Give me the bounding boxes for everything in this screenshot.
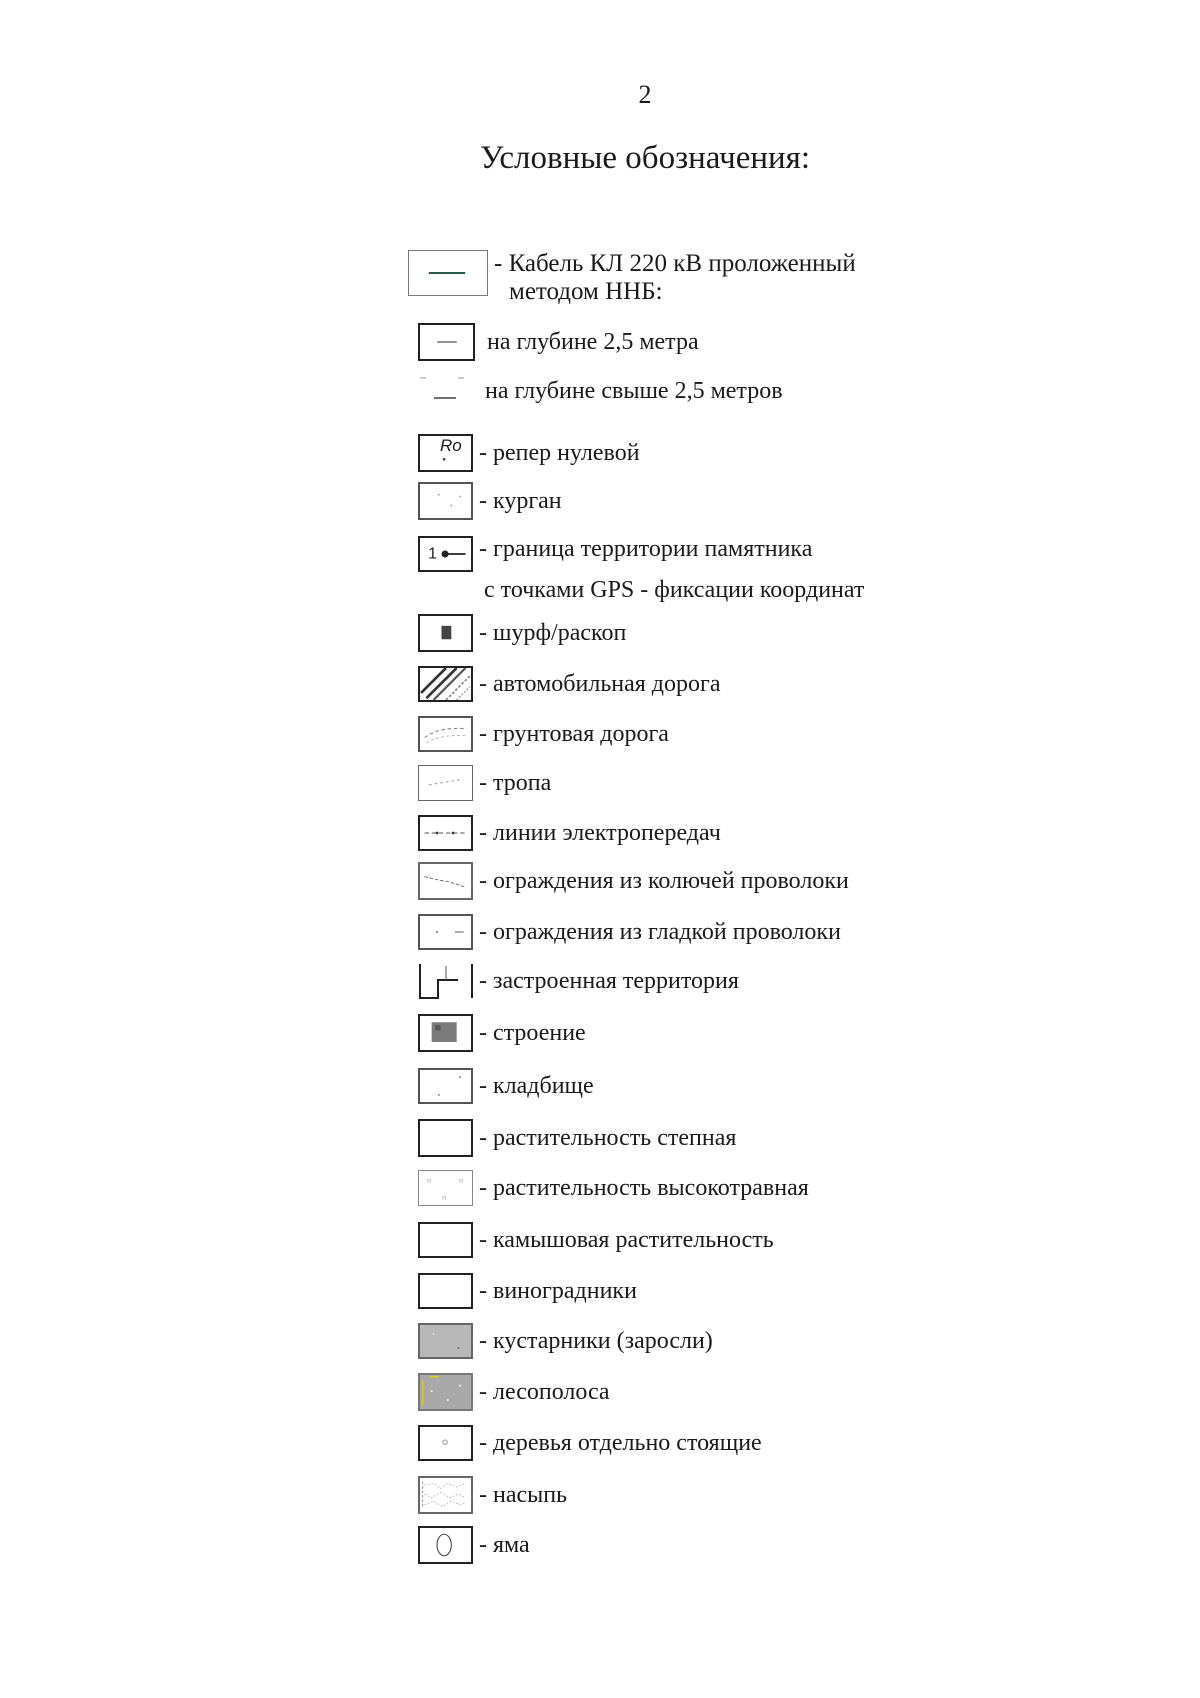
reed-label: - камышовая растительность: [479, 1226, 774, 1253]
test-pit-icon: [418, 614, 473, 652]
embankment-icon: [418, 1476, 473, 1514]
page-number: 2: [638, 80, 652, 109]
cemetery-label: - кладбище: [479, 1072, 594, 1099]
boundary-gps-icon: [418, 536, 473, 572]
legend-item-depth-over-2-5: [418, 372, 783, 410]
dirt-road-label: - грунтовая дорога: [479, 720, 669, 747]
legend-item-pit: [418, 1526, 530, 1564]
test-pit-label: - шурф/раскоп: [479, 619, 627, 646]
building-label: - строение: [479, 1019, 586, 1046]
dirt-road-icon: [418, 716, 473, 752]
reed-icon: [418, 1222, 473, 1258]
building-icon: [418, 1014, 473, 1052]
legend-item-cable: [408, 250, 856, 306]
page-title: Условные обозначения:: [479, 140, 811, 176]
embankment-label: - насыпь: [479, 1481, 568, 1508]
legend-item-dirt-road: [418, 716, 669, 752]
boundary-gps-label: - граница территории памятника: [479, 536, 813, 562]
legend-item-shrubs: [418, 1323, 713, 1359]
boundary-gps-label-2: с точками GPS - фиксации координат: [484, 577, 865, 603]
legend-item-steppe-vegetation: [418, 1119, 736, 1157]
legend-item-smooth-wire-fence: [418, 914, 841, 950]
barbed-wire-fence-icon: [418, 862, 473, 900]
highway-label: - автомобильная дорога: [479, 670, 721, 697]
trail-label: - тропа: [479, 769, 552, 796]
shrubs-icon: [418, 1323, 473, 1359]
cable-label-method: методом ННБ:: [509, 278, 663, 305]
forest-belt-icon: [418, 1373, 473, 1411]
pit-label: - яма: [479, 1531, 530, 1558]
legend-item-trail: [418, 765, 551, 801]
depth-2-5-label: на глубине 2,5 метра: [487, 328, 699, 355]
barbed-wire-fence-label: - ограждения из колючей проволоки: [479, 867, 849, 894]
legend-item-power-line: [418, 815, 721, 851]
legend-item-depth-2-5: [418, 323, 699, 361]
single-tree-icon: [418, 1425, 473, 1461]
depth-line-icon: [418, 323, 475, 361]
svg-text:п: п: [442, 1192, 447, 1202]
steppe-vegetation-label: - растительность степная: [479, 1124, 737, 1151]
vineyard-icon: [418, 1273, 473, 1309]
svg-text:п: п: [459, 1175, 464, 1185]
legend-item-single-tree: [418, 1425, 762, 1461]
legend-item-building: [418, 1014, 586, 1052]
legend-item-tall-grass: [418, 1170, 809, 1206]
legend-item-barbed-wire-fence: [418, 862, 849, 900]
depth-over-2-5-label: на глубине свыше 2,5 метров: [485, 377, 783, 404]
forest-belt-label: - лесополоса: [479, 1378, 610, 1405]
cable-label: - Кабель КЛ 220 кВ проложенный: [494, 250, 856, 277]
cemetery-icon: [418, 1068, 473, 1104]
trail-icon: [418, 765, 473, 801]
legend-item-mound: [418, 482, 562, 520]
smooth-wire-fence-icon: [418, 914, 473, 950]
cable-line-icon: [408, 250, 488, 296]
single-tree-label: - деревья отдельно стоящие: [479, 1429, 762, 1456]
tall-grass-label: - растительность высокотравная: [479, 1174, 809, 1201]
dashed-line-icon: [418, 372, 475, 410]
smooth-wire-fence-label: - ограждения из гладкой проволоки: [479, 918, 841, 945]
power-line-label: - линии электропередач: [479, 819, 721, 846]
boundary-gps-symbol-text: 1: [428, 545, 438, 563]
legend-item-vineyard: [418, 1273, 637, 1309]
vineyard-label: - виноградники: [479, 1277, 637, 1304]
shrubs-label: - кустарники (заросли): [479, 1327, 713, 1354]
legend-item-cemetery: [418, 1068, 594, 1104]
benchmark-icon: [418, 434, 473, 472]
legend-item-benchmark: [418, 434, 640, 472]
power-line-icon: [418, 815, 473, 851]
built-up-area-icon: [418, 962, 473, 1000]
benchmark-label: - репер нулевой: [479, 439, 640, 466]
tall-grass-icon: [418, 1170, 473, 1206]
benchmark-symbol-text: Ro: [440, 436, 462, 455]
steppe-vegetation-icon: [418, 1119, 473, 1157]
legend-item-built-up-area: [418, 962, 739, 1000]
mound-icon: [418, 482, 473, 520]
legend-item-test-pit: [418, 614, 626, 652]
legend-item-forest-belt: [418, 1373, 610, 1411]
highway-icon: [418, 666, 473, 702]
legend-item-embankment: [418, 1476, 567, 1514]
legend-item-highway: [418, 666, 721, 702]
built-up-area-label: - застроенная территория: [479, 967, 739, 994]
mound-label: - курган: [479, 487, 562, 514]
pit-icon: [418, 1526, 473, 1564]
legend-item-boundary-gps: [418, 536, 812, 572]
svg-text:п: п: [427, 1175, 432, 1185]
legend-item-reed: [418, 1222, 774, 1258]
